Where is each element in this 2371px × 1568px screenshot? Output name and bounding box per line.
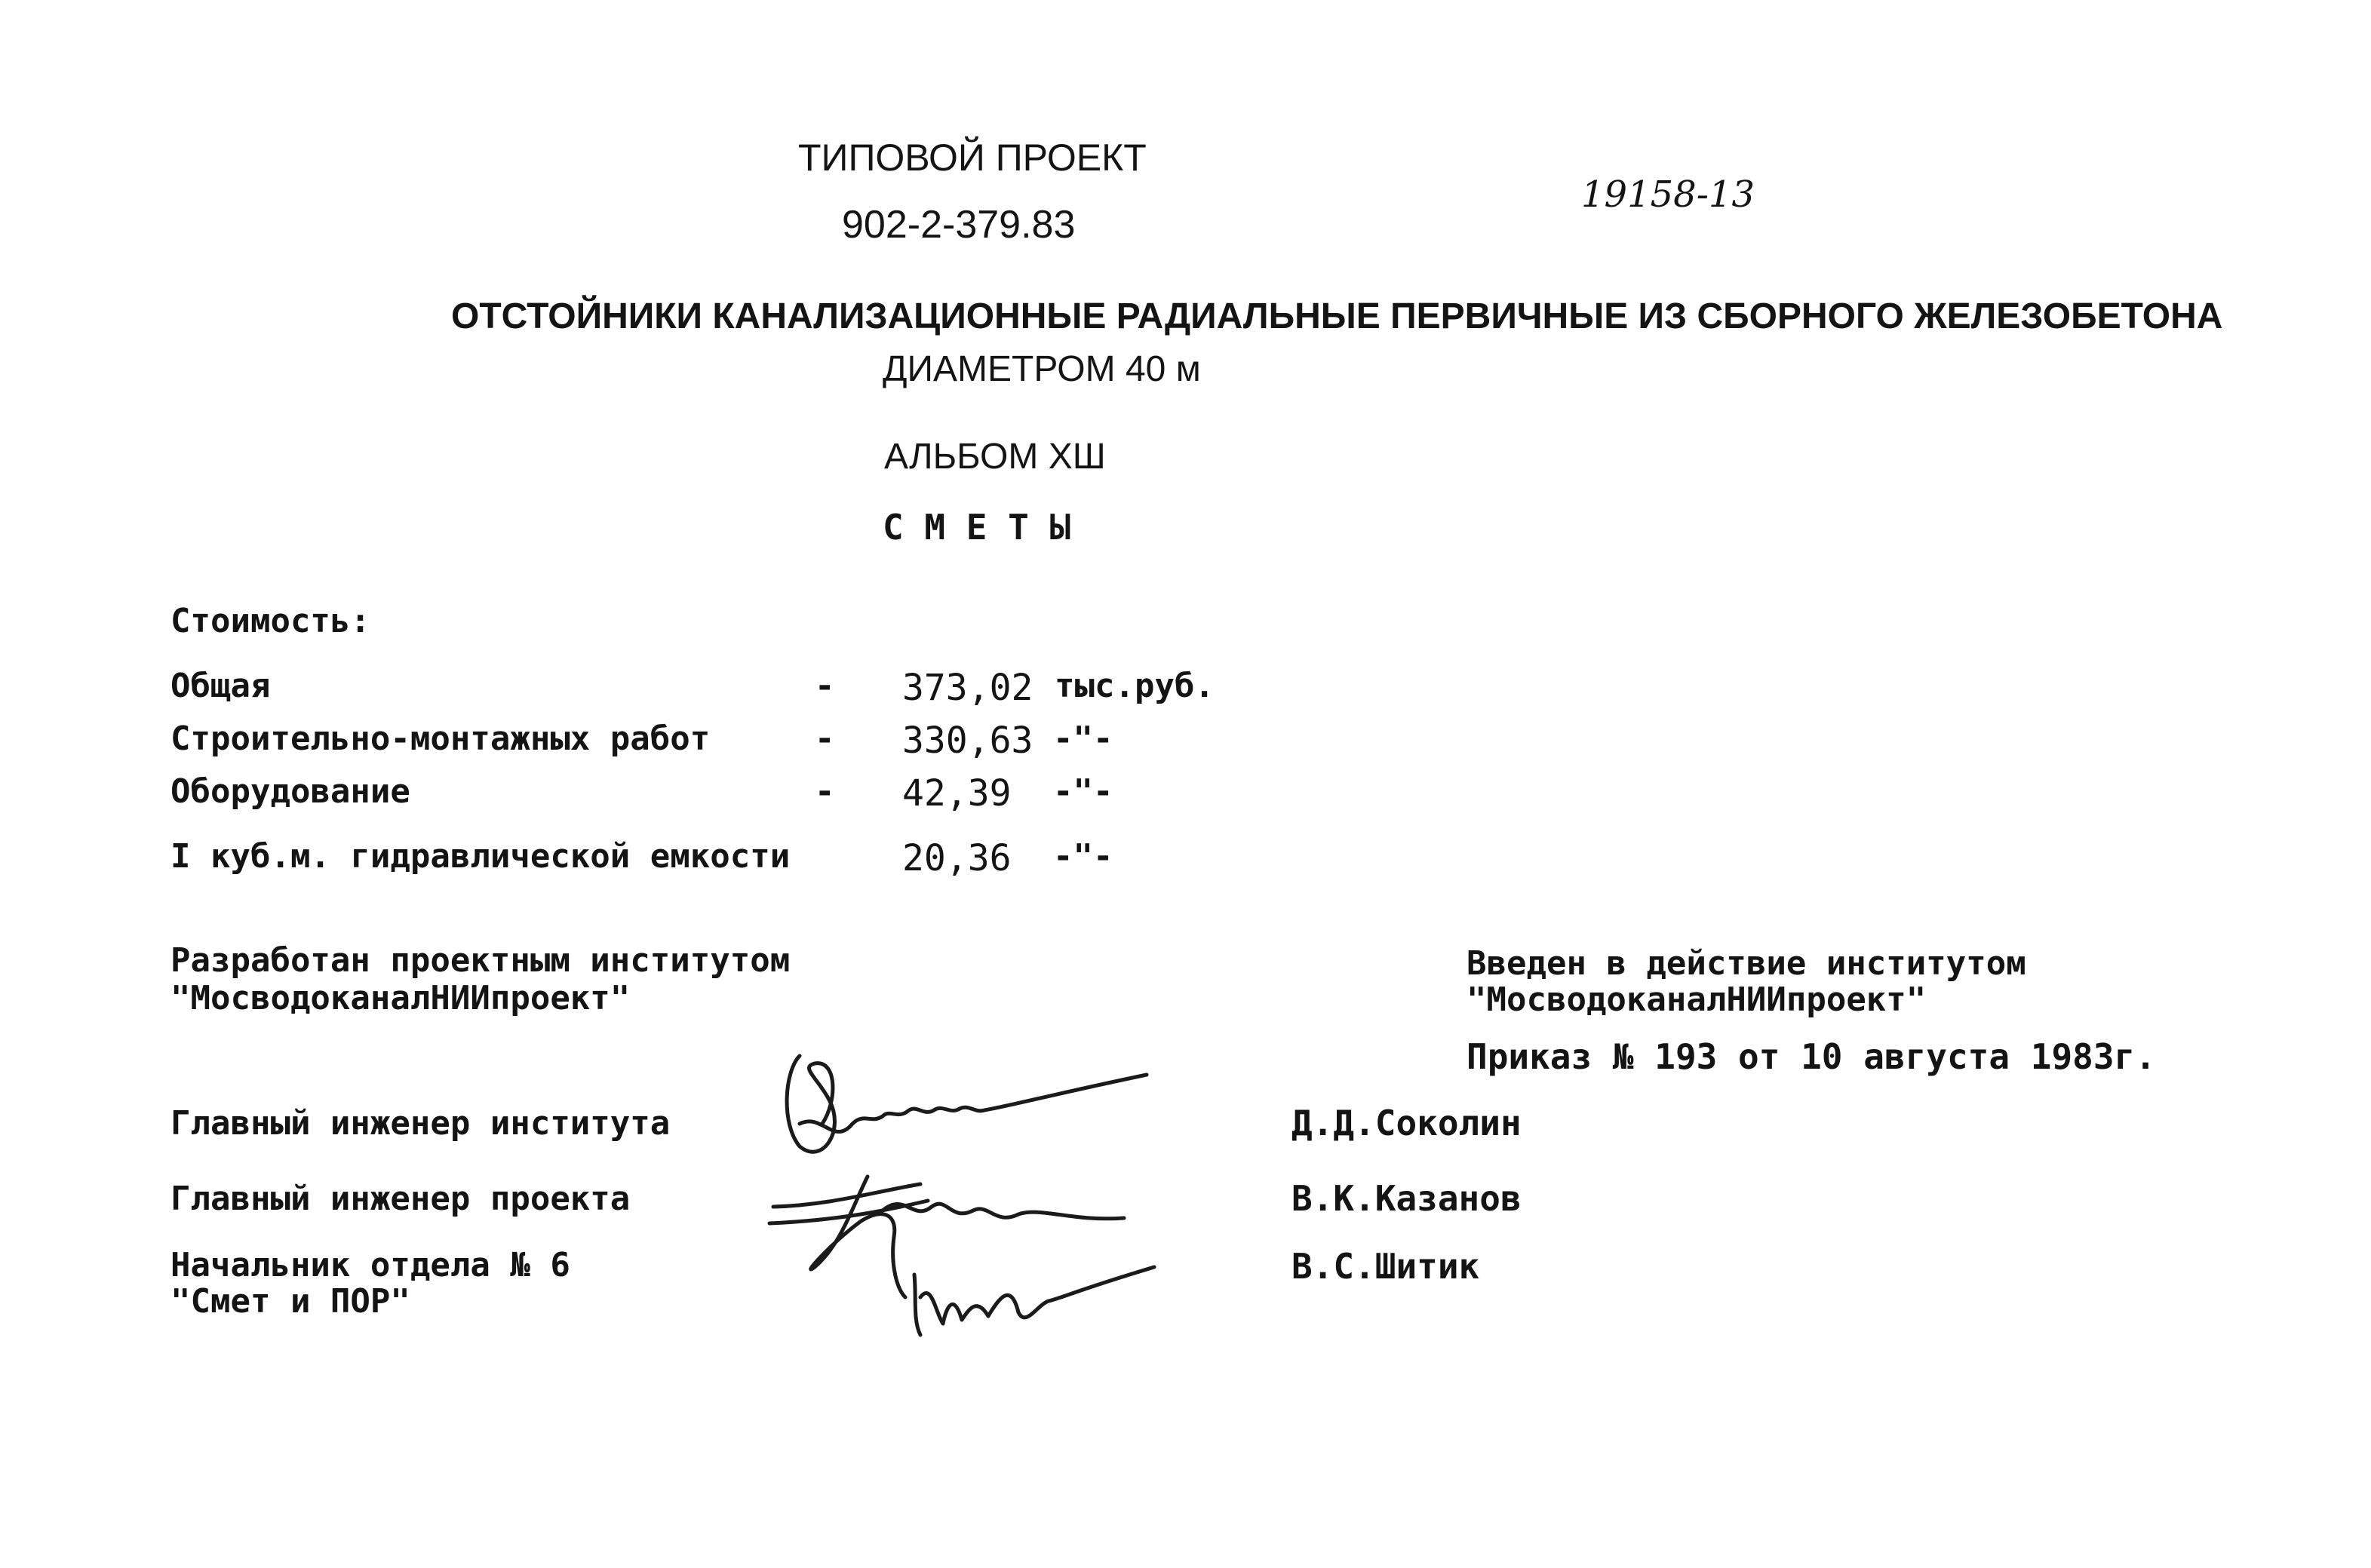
- cost-value: 330,63: [902, 720, 1033, 762]
- handwritten-code: 19158-13: [1581, 173, 1755, 216]
- cost-label: Общая: [170, 667, 271, 705]
- developer-line2: "МосводоканалНИИпроект": [170, 979, 631, 1017]
- album-subtitle: С М Е Т Ы: [883, 507, 1071, 548]
- cost-row: [0, 772, 2371, 821]
- cost-unit: тыс.руб.: [1055, 667, 1215, 705]
- signatory-name: В.С.Шитик: [1291, 1246, 1480, 1287]
- introduced-line2: "МосводоканалНИИпроект": [1467, 980, 1927, 1019]
- cost-row: [0, 837, 2371, 885]
- signature-shitik: [905, 1252, 1162, 1350]
- signatory-role: Главный инженер проекта: [170, 1180, 631, 1218]
- introduced-order: Приказ № 193 от 10 августа 1983г.: [1467, 1036, 2156, 1077]
- cost-label: Строительно-монтажных работ: [170, 720, 711, 758]
- cost-dash: -: [815, 720, 835, 758]
- project-label: ТИПОВОЙ ПРОЕКТ: [798, 137, 1147, 179]
- cost-label: I куб.м. гидравлической емкости: [170, 837, 791, 876]
- cost-row: [0, 667, 2371, 715]
- signatory-role: Главный инженер института: [170, 1104, 671, 1143]
- signatory-role-line2: "Смет и ПОР": [170, 1282, 410, 1321]
- cost-value: 373,02: [902, 667, 1033, 709]
- cost-value: 20,36: [902, 837, 1012, 879]
- cost-unit: -"-: [1053, 720, 1113, 758]
- document-title: ОТСТОЙНИКИ КАНАЛИЗАЦИОННЫЕ РАДИАЛЬНЫЕ ПЕРВИЧНЫЕ ИЗ СБОРНОГО ЖЕЛЕЗОБЕТОНА: [451, 296, 2223, 336]
- project-number: 902-2-379.83: [842, 203, 1076, 247]
- cost-unit: -"-: [1053, 837, 1113, 876]
- cost-label: Оборудование: [170, 772, 410, 811]
- developer-line1: Разработан проектным институтом: [170, 941, 791, 980]
- signatory-role: Начальник отдела № 6: [170, 1246, 570, 1284]
- signatory-name: Д.Д.Соколин: [1291, 1103, 1522, 1143]
- album-label: АЛЬБОМ ХШ: [884, 437, 1106, 477]
- introduced-line1: Введен в действие институтом: [1467, 944, 2026, 983]
- cost-unit: -"-: [1053, 772, 1113, 811]
- cost-value: 42,39: [902, 772, 1012, 815]
- cost-heading: Стоимость:: [170, 602, 370, 640]
- cost-dash: -: [815, 772, 835, 811]
- cost-dash: -: [815, 667, 835, 705]
- document-title-line2: ДИАМЕТРОМ 40 м: [883, 349, 1201, 389]
- signatory-name: В.К.Казанов: [1291, 1178, 1522, 1219]
- cost-row: [0, 720, 2371, 768]
